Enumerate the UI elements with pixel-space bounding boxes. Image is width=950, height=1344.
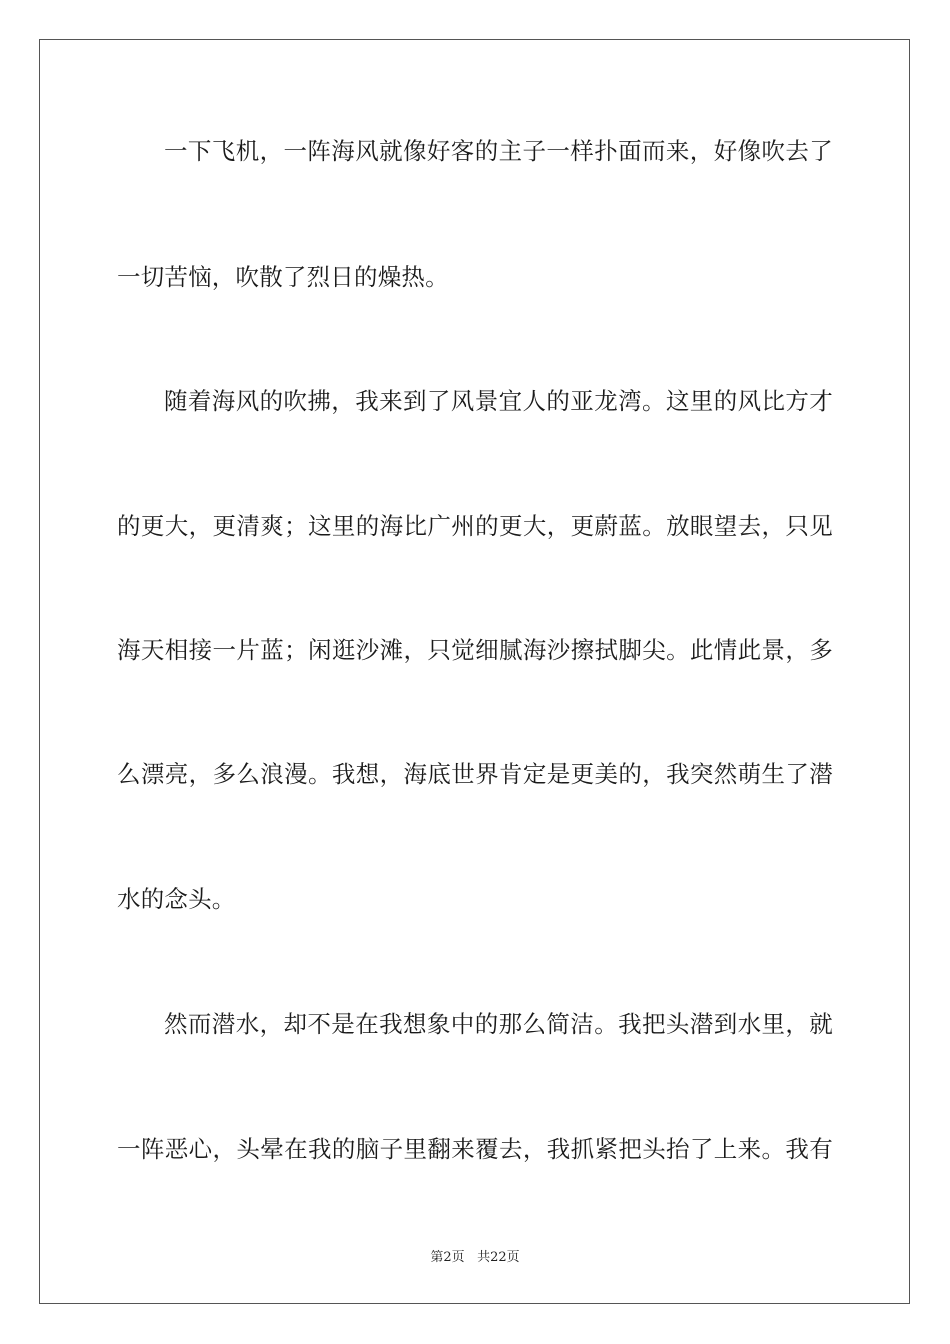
paragraph-2-line-3: 海天相接一片蓝；闲逛沙滩，只觉细腻海沙擦拭脚尖。此情此景，多 [117, 636, 833, 664]
paragraph-2-line-1: 随着海风的吹拂，我来到了风景宜人的亚龙湾。这里的风比方才 [164, 387, 833, 415]
paragraph-3-line-2: 一阵恶心，头晕在我的脑子里翻来覆去，我抓紧把头抬了上来。我有 [117, 1135, 833, 1163]
page-total: 共22页 [477, 1250, 520, 1265]
page-border [39, 39, 910, 1304]
paragraph-1-line-2: 一切苦恼，吹散了烈日的燥热。 [117, 263, 449, 291]
paragraph-2-line-2: 的更大，更清爽；这里的海比广州的更大，更蔚蓝。放眼望去，只见 [117, 512, 833, 540]
page-footer [0, 1246, 950, 1265]
page-number: 第2页 [430, 1250, 465, 1265]
paragraph-3-line-1: 然而潜水，却不是在我想象中的那么简洁。我把头潜到水里，就 [164, 1010, 833, 1038]
paragraph-1-line-1: 一下飞机，一阵海风就像好客的主子一样扑面而来，好像吹去了 [164, 137, 833, 165]
paragraph-2-line-4: 么漂亮，多么浪漫。我想，海底世界肯定是更美的，我突然萌生了潜 [117, 760, 833, 788]
paragraph-2-line-5: 水的念头。 [117, 885, 236, 913]
